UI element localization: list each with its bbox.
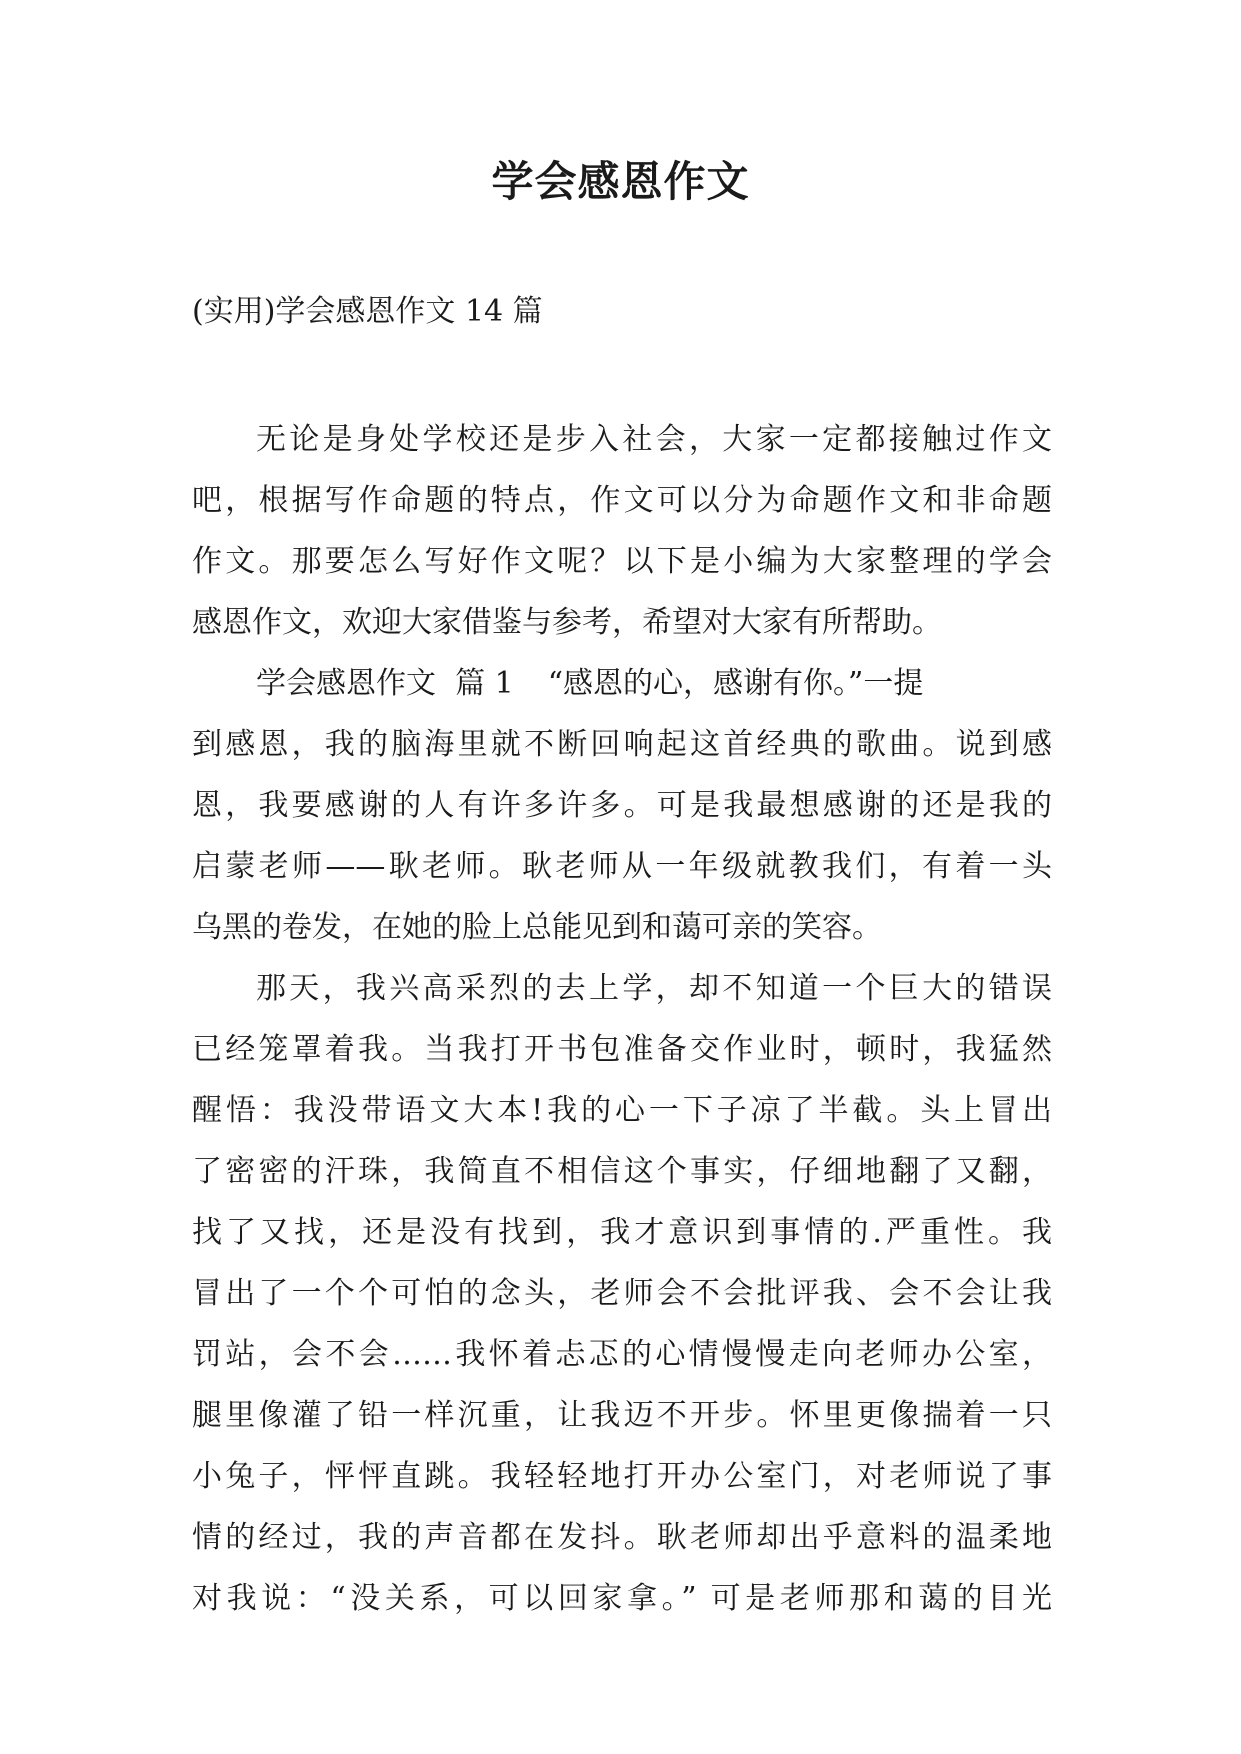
section-line: 乌黑的卷发，在她的脸上总能见到和蔼可亲的笑容。 [192,910,882,945]
paragraph-line: 找了又找，还是没有找到，我才意识到事情的.严重性。我 [192,1215,1052,1250]
paragraph-line: 醒悟：我没带语文大本!我的心一下子凉了半截。头上冒出 [192,1093,1052,1128]
paragraph-line: 了密密的汗珠，我简直不相信这个事实，仔细地翻了又翻， [192,1154,1052,1189]
section-heading: 学会感恩作文 篇 1 [256,666,514,701]
intro-line: 无论是身处学校还是步入社会，大家一定都接触过作文 [256,422,1052,457]
paragraph-line: 罚站，会不会……我怀着忐忑的心情慢慢走向老师办公室， [192,1337,1052,1372]
paragraph-line: 小兔子，怦怦直跳。我轻轻地打开办公室门，对老师说了事 [192,1459,1052,1494]
paragraph-line: 已经笼罩着我。当我打开书包准备交作业时，顿时，我猛然 [192,1032,1052,1067]
section-first-line [192,653,1052,714]
intro-line: 感恩作文，欢迎大家借鉴与参考，希望对大家有所帮助。 [192,605,942,640]
paragraph-line: 对我说：“没关系，可以回家拿。” 可是老师那和蔼的目光 [192,1581,1052,1616]
section-first-line-text: “感恩的心，感谢有你。”一提 [547,666,924,701]
paragraph-line: 那天，我兴高采烈的去上学，却不知道一个巨大的错误 [256,971,1052,1006]
section-line: 恩，我要感谢的人有许多许多。可是我最想感谢的还是我的 [192,788,1052,823]
intro-line: 作文。那要怎么写好作文呢？以下是小编为大家整理的学会 [192,544,1052,579]
document-title: 学会感恩作文 [491,157,750,206]
document-subtitle: (实用)学会感恩作文 14 篇 [192,294,543,329]
document-body [192,409,1052,1629]
section-line: 到感恩，我的脑海里就不断回响起这首经典的歌曲。说到感 [192,727,1052,762]
intro-line: 吧，根据写作命题的特点，作文可以分为命题作文和非命题 [192,483,1052,518]
paragraph-line: 冒出了一个个可怕的念头，老师会不会批评我、会不会让我 [192,1276,1052,1311]
section-line: 启蒙老师——耿老师。耿老师从一年级就教我们，有着一头 [192,849,1052,884]
paragraph-line: 腿里像灌了铅一样沉重，让我迈不开步。怀里更像揣着一只 [192,1398,1052,1433]
paragraph-line: 情的经过，我的声音都在发抖。耿老师却出乎意料的温柔地 [192,1520,1052,1555]
